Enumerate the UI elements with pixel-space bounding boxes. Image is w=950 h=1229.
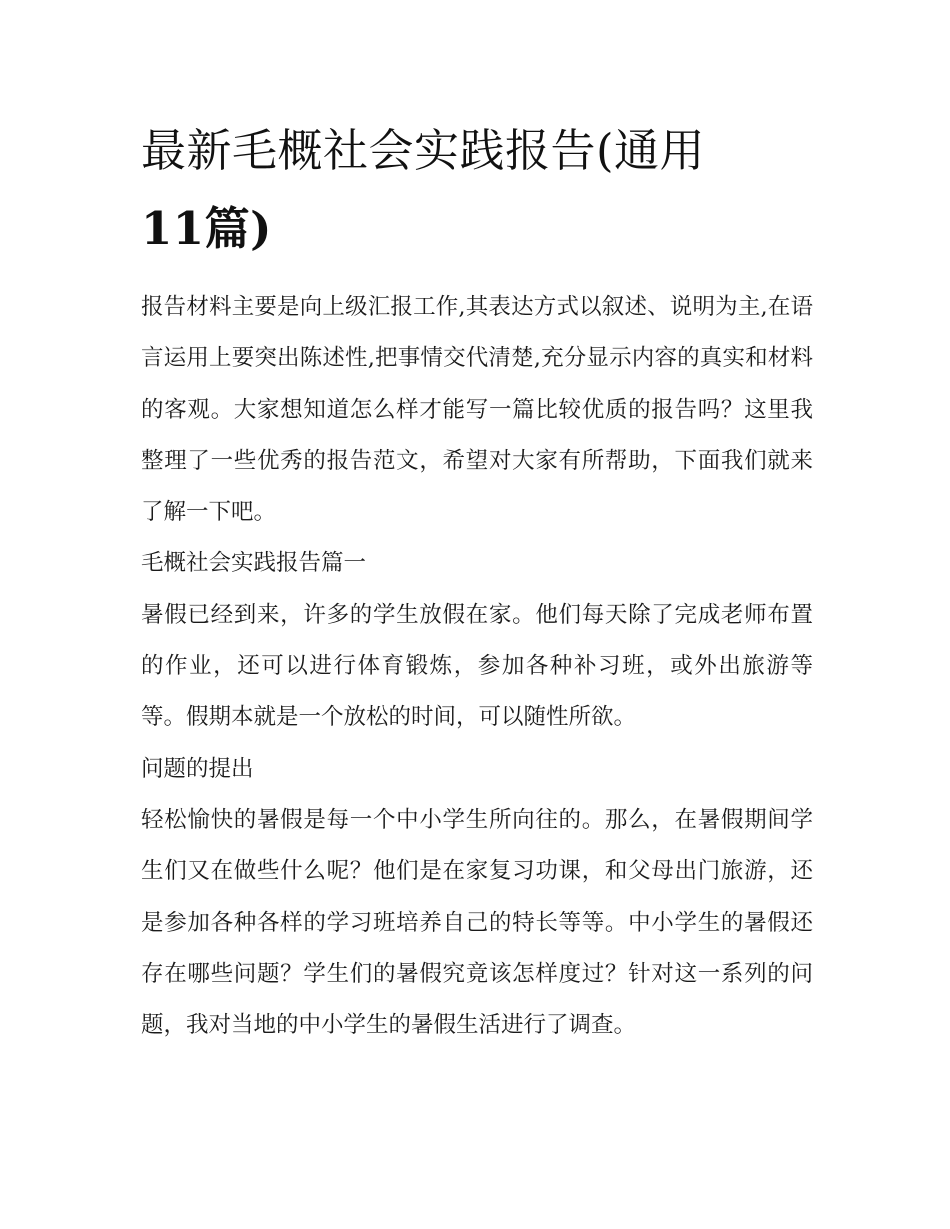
section-paragraph: 暑假已经到来，许多的学生放假在家。他们每天除了完成老师布置的作业，还可以进行体育锻炼，参加各种补习班，或外出旅游等等。假期本就是一个放松的时间，可以随性所欲。 [141,601,813,731]
subsection-paragraph: 轻松愉快的暑假是每一个中小学生所向往的。那么，在暑假期间学生们又在做些什么呢？他们是在家复习功课，和父母出门旅游，还是参加各种各样的学习班培养自己的特长等等。中小学生的暑假还存在哪些问题？学生们的暑假究竟该怎样度过？针对这一系列的问题，我对当地的中小学生的暑假生活进行了调查。 [141,806,813,1039]
document-title-line2: 11篇) [141,202,272,255]
document-body [141,112,813,1051]
intro-paragraph: 报告材料主要是向上级汇报工作,其表达方式以叙述、说明为主,在语言运用上要突出陈述性,把事情交代清楚,充分显示内容的真实和材料的客观。大家想知道怎么样才能写一篇比较优质的报告吗？这里我整理了一些优秀的报告范文，希望对大家有所帮助，下面我们就来了解一下吧。 [141,294,813,526]
section-heading: 毛概社会实践报告篇一 [141,550,367,577]
subsection-heading: 问题的提出 [141,755,254,782]
document-title [141,112,813,268]
document-title-line1: 最新毛概社会实践报告(通用 [141,124,706,177]
